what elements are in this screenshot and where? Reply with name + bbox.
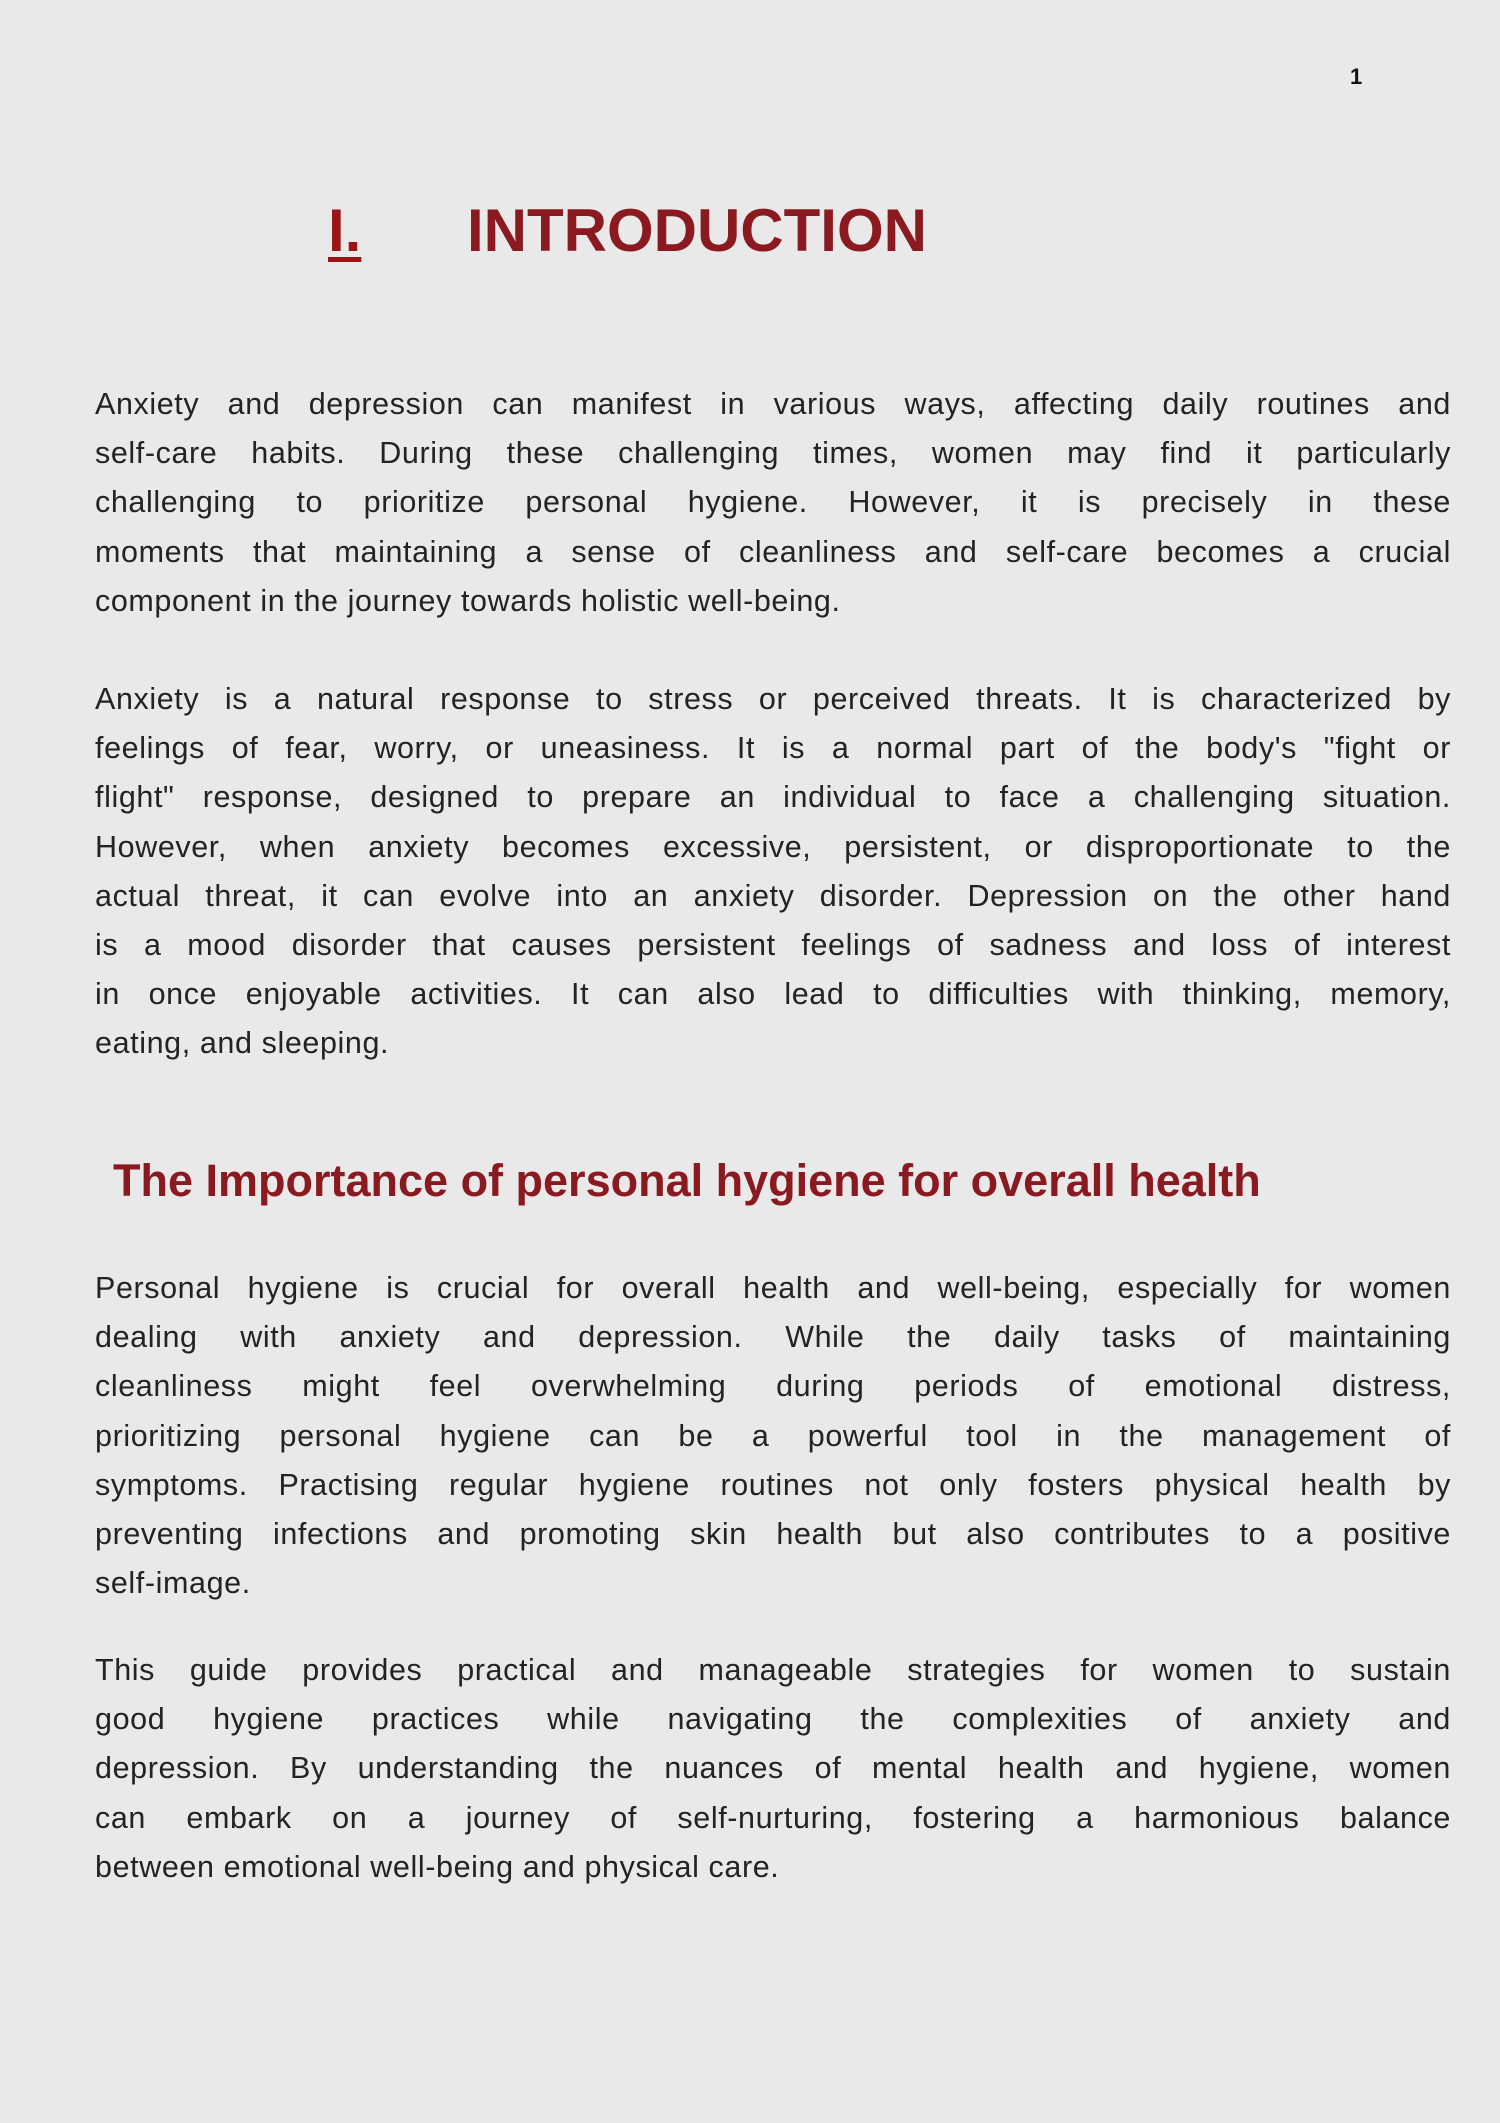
section-title: INTRODUCTION bbox=[467, 197, 927, 264]
text-line: good hygiene practices while navigating the complexities of anxiety and bbox=[95, 1702, 1451, 1737]
subheading: The Importance of personal hygiene for overall health bbox=[113, 1155, 1261, 1206]
paragraph-2 bbox=[95, 675, 1451, 1069]
text-line: cleanliness might feel overwhelming during periods of emotional distress, bbox=[95, 1369, 1451, 1404]
text-line: actual threat, it can evolve into an anxiety disorder. Depression on the other hand bbox=[95, 878, 1451, 913]
text-line: However, when anxiety becomes excessive, persistent, or disproportionate to the bbox=[95, 829, 1451, 864]
section-numeral: I. bbox=[328, 197, 362, 264]
section-heading bbox=[0, 196, 1500, 272]
text-line: is a mood disorder that causes persistent feelings of sadness and loss of interest bbox=[95, 927, 1451, 962]
text-line: Anxiety and depression can manifest in various ways, affecting daily routines and bbox=[95, 387, 1451, 421]
text-line: in once enjoyable activities. It can also lead to difficulties with thinking, memory, bbox=[95, 977, 1451, 1012]
text-line: feelings of fear, worry, or uneasiness. It is a normal part of the body's "fight or bbox=[95, 731, 1451, 766]
text-line: eating, and sleeping. bbox=[95, 1026, 390, 1061]
text-line: self-care habits. During these challenging times, women may find it particularly bbox=[95, 436, 1451, 471]
text-line: moments that maintaining a sense of cleanliness and self-care becomes a crucial bbox=[95, 534, 1451, 569]
text-line: between emotional well-being and physical care. bbox=[95, 1849, 780, 1884]
text-line: depression. By understanding the nuances of mental health and hygiene, women bbox=[95, 1751, 1451, 1786]
text-line: symptoms. Practising regular hygiene routines not only fosters physical health by bbox=[95, 1467, 1451, 1502]
text-line: dealing with anxiety and depression. While the daily tasks of maintaining bbox=[95, 1320, 1451, 1355]
paragraph-3 bbox=[95, 1264, 1451, 1608]
text-line: component in the journey towards holistic well-being. bbox=[95, 583, 841, 618]
text-line: This guide provides practical and manageable strategies for women to sustain bbox=[95, 1653, 1451, 1687]
paragraph-4 bbox=[95, 1646, 1451, 1892]
text-line: self-image. bbox=[95, 1566, 251, 1601]
paragraph-1 bbox=[95, 380, 1451, 626]
text-line: preventing infections and promoting skin health but also contributes to a positive bbox=[95, 1516, 1451, 1551]
page-number: 1 bbox=[1350, 64, 1363, 89]
text-line: prioritizing personal hygiene can be a powerful tool in the management of bbox=[95, 1418, 1451, 1453]
text-line: can embark on a journey of self-nurturing, fostering a harmonious balance bbox=[95, 1800, 1451, 1835]
text-line: flight" response, designed to prepare an individual to face a challenging situation. bbox=[95, 780, 1451, 815]
text-line: challenging to prioritize personal hygiene. However, it is precisely in these bbox=[95, 485, 1451, 520]
text-line: Anxiety is a natural response to stress or perceived threats. It is characterized by bbox=[95, 682, 1451, 716]
text-line: Personal hygiene is crucial for overall health and well-being, especially for women bbox=[95, 1271, 1451, 1305]
